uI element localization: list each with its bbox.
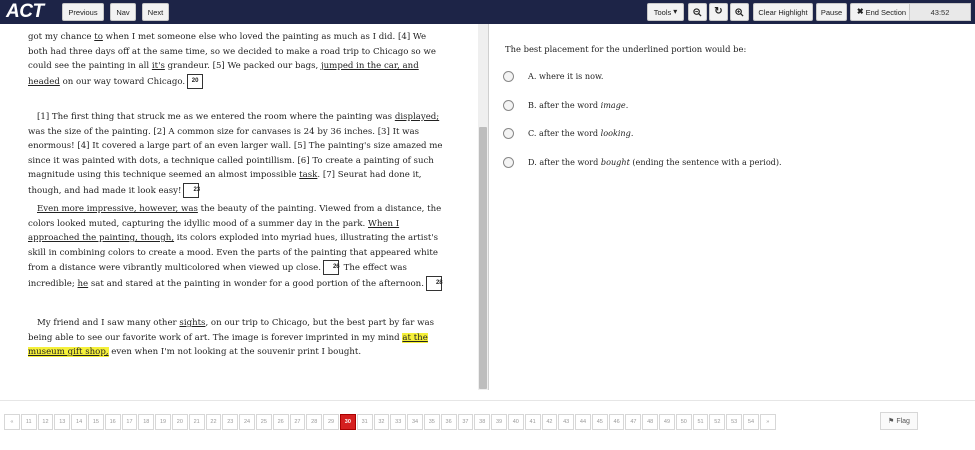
page-button[interactable]: 27 bbox=[290, 414, 306, 430]
page-button[interactable]: 42 bbox=[542, 414, 558, 430]
refresh-icon: ↻ bbox=[714, 6, 723, 17]
radio-button[interactable] bbox=[503, 157, 514, 168]
page-button[interactable]: 41 bbox=[525, 414, 541, 430]
page-button[interactable]: 14 bbox=[71, 414, 87, 430]
page-button[interactable]: 44 bbox=[575, 414, 591, 430]
page-button[interactable]: 29 bbox=[323, 414, 339, 430]
passage-text: got my chance bbox=[28, 32, 95, 42]
page-button[interactable]: 17 bbox=[122, 414, 138, 430]
tools-label: Tools bbox=[653, 7, 672, 17]
page-button[interactable]: 45 bbox=[592, 414, 608, 430]
page-button[interactable]: 43 bbox=[558, 414, 574, 430]
page-button[interactable]: 19 bbox=[155, 414, 171, 430]
answer-choice-d[interactable] bbox=[503, 155, 782, 169]
passage-text: its colors exploded into myriad hues, illustrating the artist's skill in combining colors to create a mood. Even the parts of the painting that appeared white from a distance were vibrantly multicolored when viewed up close. bbox=[28, 233, 439, 273]
page-button[interactable]: 13 bbox=[54, 414, 70, 430]
page-button[interactable]: 39 bbox=[491, 414, 507, 430]
page-button[interactable]: 16 bbox=[105, 414, 121, 430]
passage-paragraph-1 bbox=[28, 30, 448, 89]
page-button-current[interactable]: 30 bbox=[340, 414, 356, 430]
passage-text: when I met someone else who loved the painting as much as I did. [4] We both had three days off at the same time, so we decided to make a road trip to Chicago so we could see the painting in all bbox=[28, 32, 436, 71]
passage-pane bbox=[0, 24, 477, 390]
page-button[interactable]: 12 bbox=[38, 414, 54, 430]
passage-text: . [7] Seurat had done it, though, and had made it look easy! bbox=[28, 170, 422, 196]
footer-divider bbox=[0, 400, 975, 401]
page-button[interactable]: 53 bbox=[726, 414, 742, 430]
end-section-button[interactable] bbox=[850, 3, 913, 21]
underlined-portion[interactable]: Even more impressive, however, was bbox=[37, 204, 198, 214]
page-button[interactable]: 31 bbox=[357, 414, 373, 430]
underlined-portion[interactable]: displayed; bbox=[394, 112, 440, 122]
page-button[interactable]: 48 bbox=[642, 414, 658, 430]
page-button[interactable]: 18 bbox=[138, 414, 154, 430]
passage-text: [1] The first thing that struck me as we entered the room where the painting was bbox=[37, 112, 395, 122]
page-button[interactable]: 36 bbox=[441, 414, 457, 430]
passage-text: even when I'm not looking at the souvenir print I bought. bbox=[108, 347, 362, 357]
page-button[interactable]: 46 bbox=[609, 414, 625, 430]
page-button[interactable]: 34 bbox=[407, 414, 423, 430]
answer-choice-b[interactable] bbox=[503, 98, 629, 112]
passage-paragraph-3 bbox=[28, 202, 448, 291]
passage-text: the beauty of the painting. Viewed from a distance, the colors looked muted, capturing the idyllic mood of a summer day in the park. bbox=[28, 204, 442, 229]
zoom-in-button[interactable] bbox=[730, 3, 749, 21]
underlined-portion[interactable]: sights bbox=[179, 318, 206, 328]
passage-text: grandeur. [5] We packed our bags, bbox=[164, 61, 321, 71]
page-button[interactable]: 20 bbox=[172, 414, 188, 430]
page-button[interactable]: 22 bbox=[206, 414, 222, 430]
highlighted-underlined-portion[interactable]: at the museum gift shop, bbox=[28, 332, 428, 357]
underlined-portion[interactable]: When I approached the painting, though, bbox=[28, 218, 400, 243]
next-button[interactable]: Next bbox=[142, 3, 169, 21]
page-prev-arrow[interactable]: « bbox=[4, 414, 20, 430]
previous-button[interactable]: Previous bbox=[62, 3, 104, 21]
page-button[interactable]: 11 bbox=[21, 414, 37, 430]
passage-text: on our way toward Chicago. bbox=[59, 76, 186, 87]
passage-text: was the size of the painting. [2] A common size for canvases is 24 by 36 inches. [3] It was enormous! [4] It covered a large part of an even larger wall. [5] The painting's size amazed me since it was painted with dots, a technique called pointillism. [6] To create a painting of such magnitude using this technique seemed an almost impossible bbox=[28, 126, 443, 180]
passage-text: The effect was incredible; bbox=[28, 263, 407, 289]
clear-highlight-button[interactable]: Clear Highlight bbox=[753, 3, 813, 21]
reset-zoom-button[interactable] bbox=[709, 3, 728, 21]
end-section-label: End Section bbox=[865, 7, 907, 17]
underlined-portion[interactable]: task bbox=[299, 170, 318, 180]
choice-text: D. after the word bought (ending the sentence with a period). bbox=[528, 157, 782, 167]
flag-label: Flag bbox=[896, 417, 910, 425]
choice-text: A. where it is now. bbox=[528, 71, 604, 81]
x-icon: ✖ bbox=[856, 7, 864, 16]
passage-text: , on our trip to Chicago, but the best part by far was being able to see our favorite work of art. The image is forever imprinted in my mind bbox=[28, 318, 435, 343]
zoom-out-button[interactable] bbox=[688, 3, 707, 21]
flag-icon: ⚑ bbox=[888, 418, 895, 425]
page-button[interactable]: 54 bbox=[743, 414, 759, 430]
answer-choice-a[interactable] bbox=[503, 69, 604, 83]
choice-text: C. after the word looking. bbox=[528, 128, 634, 138]
question-number-box[interactable]: 23 bbox=[183, 183, 199, 198]
page-button[interactable]: 37 bbox=[458, 414, 474, 430]
page-button[interactable]: 40 bbox=[508, 414, 524, 430]
question-stem: The best placement for the underlined portion would be: bbox=[505, 44, 747, 54]
magnifier-plus-icon bbox=[735, 8, 744, 17]
answer-choice-c[interactable] bbox=[503, 126, 634, 140]
page-button[interactable]: 38 bbox=[474, 414, 490, 430]
page-button[interactable]: 23 bbox=[222, 414, 238, 430]
underlined-portion[interactable]: it's bbox=[151, 61, 165, 71]
page-button[interactable]: 25 bbox=[256, 414, 272, 430]
page-button[interactable]: 33 bbox=[390, 414, 406, 430]
question-number-box[interactable]: 20 bbox=[187, 74, 203, 89]
tools-button[interactable] bbox=[647, 3, 684, 21]
page-button[interactable]: 47 bbox=[625, 414, 641, 430]
magnifier-minus-icon bbox=[693, 8, 702, 17]
nav-button[interactable]: Nav bbox=[110, 3, 136, 21]
pane-divider bbox=[488, 24, 489, 390]
page-button[interactable]: 24 bbox=[239, 414, 255, 430]
page-button[interactable]: 51 bbox=[693, 414, 709, 430]
passage-text: My friend and I saw many other bbox=[37, 318, 180, 328]
underlined-portion[interactable]: he bbox=[77, 278, 89, 289]
question-number-box[interactable]: 28 bbox=[426, 276, 442, 291]
page-button[interactable]: 28 bbox=[306, 414, 322, 430]
radio-button[interactable] bbox=[503, 100, 514, 111]
page-button[interactable]: 32 bbox=[374, 414, 390, 430]
passage-scrollbar-thumb[interactable] bbox=[479, 127, 487, 389]
page-button[interactable]: 15 bbox=[88, 414, 104, 430]
radio-button[interactable] bbox=[503, 128, 514, 139]
radio-button[interactable] bbox=[503, 71, 514, 82]
page-button[interactable]: 52 bbox=[709, 414, 725, 430]
question-pagination bbox=[4, 414, 776, 430]
passage-text: sat and stared at the painting in wonder for a good portion of the afternoon. bbox=[88, 278, 424, 289]
page-button[interactable]: 21 bbox=[189, 414, 205, 430]
underlined-portion[interactable]: to bbox=[94, 32, 103, 42]
act-logo: ACT bbox=[6, 1, 44, 22]
question-number-box[interactable]: 26 bbox=[323, 260, 339, 275]
pause-button[interactable]: Pause bbox=[816, 3, 847, 21]
dropdown-caret-icon: ▾ bbox=[673, 7, 678, 16]
page-button[interactable]: 26 bbox=[273, 414, 289, 430]
timer: 43:52 bbox=[909, 3, 971, 21]
flag-button[interactable] bbox=[880, 412, 918, 430]
page-button[interactable]: 35 bbox=[424, 414, 440, 430]
passage-paragraph-4 bbox=[28, 316, 448, 360]
choice-text: B. after the word image. bbox=[528, 100, 629, 110]
passage-paragraph-2 bbox=[28, 110, 448, 198]
page-button[interactable]: 50 bbox=[676, 414, 692, 430]
underlined-portion[interactable]: jumped in the car, and headed bbox=[28, 61, 419, 87]
page-next-arrow[interactable]: » bbox=[760, 414, 776, 430]
page-button[interactable]: 49 bbox=[659, 414, 675, 430]
top-toolbar bbox=[0, 0, 975, 24]
